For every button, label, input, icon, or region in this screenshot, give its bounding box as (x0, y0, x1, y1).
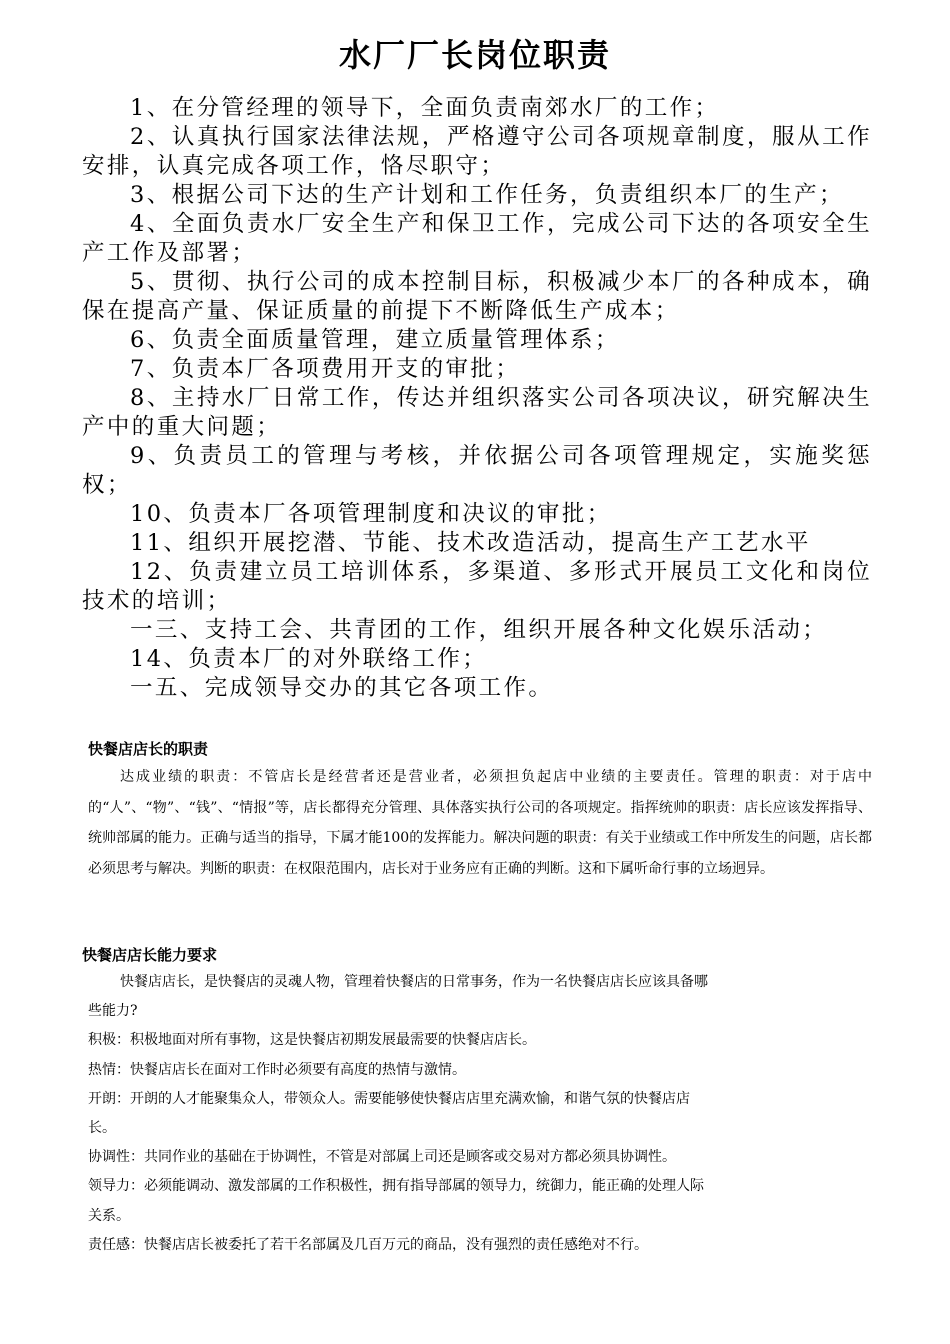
duty-item: 一三、支持工会、共青团的工作，组织开展各种文化娱乐活动； (130, 617, 828, 643)
duty-item: 3、根据公司下达的生产计划和工作任务，负责组织本厂的生产； (130, 182, 844, 208)
duty-item: 2、认真执行国家法律法规，严格遵守公司各项规章制度，服从工作安排，认真完成各项工作，恪尽职守； (82, 124, 872, 179)
duty-item: 10、负责本厂各项管理制度和决议的审批； (130, 501, 612, 527)
duty-item: 5、贯彻、执行公司的成本控制目标，积极减少本厂的各种成本，确保在提高产量、保证质量的前提下不断降低生产成本； (82, 269, 872, 324)
fastfood-ability-section (88, 968, 708, 1260)
page-title: 水厂厂长岗位职责 (338, 36, 611, 74)
fastfood-duties-section (88, 762, 872, 884)
duty-item: 7、负责本厂各项费用开支的审批； (130, 356, 521, 382)
ability-item: 积极：积极地面对所有事物，这是快餐店初期发展最需要的快餐店店长。 (88, 1032, 536, 1049)
duty-item: 8、主持水厂日常工作，传达并组织落实公司各项决议，研究解决生产中的重大问题； (82, 385, 872, 440)
plant-manager-duties (82, 94, 872, 703)
duty-item: 4、全面负责水厂安全生产和保卫工作，完成公司下达的各项安全生产工作及部署； (82, 211, 872, 266)
duty-item: 11、组织开展挖潜、节能、技术改造活动，提高生产工艺水平 (130, 530, 811, 556)
ability-item: 热情：快餐店店长在面对工作时必须要有高度的热情与激情。 (88, 1061, 466, 1078)
duty-item: 6、负责全面质量管理，建立质量管理体系； (130, 327, 620, 353)
ability-item: 领导力：必须能调动、激发部属的工作积极性，拥有指导部属的领导力，统御力，能正确的处理人际关系。 (88, 1178, 704, 1224)
fastfood-duties-body: 达成业绩的职责：不管店长是经营者还是营业者，必须担负起店中业绩的主要责任。管理的职责：对于店中的“人”、“物”、“钱”、“情报”等，店长都得充分管理、具体落实执行公司的各项规定。指挥统帅的职责：店长应该发挥指导、统帅部属的能力。正确与适当的指导，下属才能100的发挥能力。解决问题的职责：有关于业绩或工作中所发生的问题，店长都必须思考与解决。判断的职责：在权限范围内，店长对于业务应有正确的判断。这和下属听命行事的立场迥异。 (88, 769, 872, 877)
ability-item: 开朗：开朗的人才能聚集众人，带领众人。需要能够使快餐店店里充满欢愉，和谐气氛的快餐店店长。 (88, 1090, 690, 1137)
duty-item: 1、在分管经理的领导下，全面负责南郊水厂的工作； (130, 95, 720, 121)
fastfood-ability-heading: 快餐店店长能力要求 (82, 946, 218, 964)
ability-item: 协调性：共同作业的基础在于协调性，不管是对部属上司还是顾客或交易对方都必须具协调性。 (88, 1149, 676, 1166)
fastfood-ability-intro: 快餐店店长，是快餐店的灵魂人物，管理着快餐店的日常事务，作为一名快餐店店长应该具备哪些能力? (88, 974, 708, 1020)
fastfood-duties-heading: 快餐店店长的职责 (88, 740, 209, 758)
duty-item: 12、负责建立员工培训体系，多渠道、多形式开展员工文化和岗位技术的培训； (82, 559, 872, 614)
duty-item: 14、负责本厂的对外联络工作； (130, 646, 488, 672)
duty-item: 9、负责员工的管理与考核，并依据公司各项管理规定，实施奖惩权； (82, 443, 872, 498)
duty-item: 一五、完成领导交办的其它各项工作。 (130, 675, 554, 701)
ability-item: 责任感：快餐店店长被委托了若干名部属及几百万元的商品，没有强烈的责任感绝对不行。 (88, 1236, 648, 1253)
